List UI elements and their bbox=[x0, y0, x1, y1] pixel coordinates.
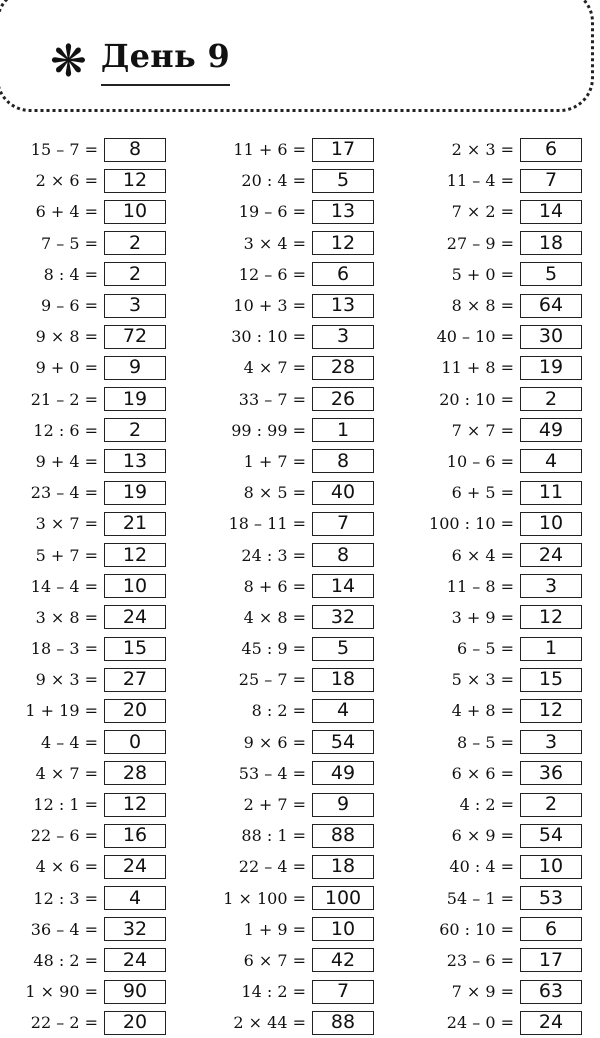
exercise-row bbox=[416, 415, 582, 446]
answer-box: 10 bbox=[104, 200, 166, 224]
exercise-row bbox=[416, 290, 582, 321]
exercise-row bbox=[416, 352, 582, 383]
exercise-expression: 4 : 2 = bbox=[459, 795, 514, 815]
exercise-row bbox=[416, 165, 582, 196]
exercise-expression: 24 : 3 = bbox=[241, 545, 306, 565]
exercise-row bbox=[208, 945, 374, 976]
exercise-expression: 3 × 7 = bbox=[35, 514, 98, 534]
exercise-row bbox=[416, 508, 582, 539]
answer-box: 17 bbox=[312, 138, 374, 162]
exercise-row bbox=[0, 321, 166, 352]
answer-box: 12 bbox=[520, 699, 582, 723]
answer-box: 32 bbox=[104, 917, 166, 941]
exercise-row bbox=[416, 789, 582, 820]
exercise-row bbox=[0, 165, 166, 196]
exercise-column-1 bbox=[0, 134, 166, 1038]
exercise-row bbox=[416, 602, 582, 633]
answer-box: 24 bbox=[104, 855, 166, 879]
exercise-row bbox=[416, 695, 582, 726]
answer-box: 3 bbox=[104, 294, 166, 318]
exercise-expression: 14 – 4 = bbox=[30, 576, 98, 596]
exercise-row bbox=[208, 352, 374, 383]
exercise-row bbox=[416, 945, 582, 976]
exercise-row bbox=[416, 883, 582, 914]
answer-box: 100 bbox=[312, 886, 374, 910]
answer-box: 3 bbox=[520, 574, 582, 598]
exercise-expression: 8 × 5 = bbox=[243, 483, 306, 503]
answer-box: 88 bbox=[312, 824, 374, 848]
answer-box: 24 bbox=[104, 605, 166, 629]
exercise-row bbox=[416, 228, 582, 259]
exercise-row bbox=[416, 446, 582, 477]
answer-box: 17 bbox=[520, 948, 582, 972]
exercise-expression: 23 – 6 = bbox=[446, 950, 514, 970]
answer-box: 7 bbox=[520, 169, 582, 193]
exercise-column-3 bbox=[416, 134, 582, 1038]
exercise-row bbox=[208, 539, 374, 570]
exercise-expression: 60 : 10 = bbox=[439, 919, 514, 939]
exercise-expression: 40 – 10 = bbox=[436, 327, 514, 347]
exercise-row bbox=[416, 196, 582, 227]
answer-box: 9 bbox=[312, 793, 374, 817]
exercise-grid bbox=[0, 134, 600, 1034]
exercise-row bbox=[208, 571, 374, 602]
exercise-expression: 4 × 8 = bbox=[243, 607, 306, 627]
exercise-row bbox=[0, 727, 166, 758]
answer-box: 2 bbox=[104, 231, 166, 255]
answer-box: 9 bbox=[104, 356, 166, 380]
answer-box: 88 bbox=[312, 1011, 374, 1035]
exercise-expression: 6 + 4 = bbox=[35, 202, 98, 222]
exercise-expression: 14 : 2 = bbox=[241, 982, 306, 1002]
answer-box: 8 bbox=[104, 138, 166, 162]
exercise-expression: 3 × 8 = bbox=[35, 607, 98, 627]
answer-box: 12 bbox=[312, 231, 374, 255]
exercise-row bbox=[0, 539, 166, 570]
exercise-row bbox=[0, 384, 166, 415]
exercise-row bbox=[0, 352, 166, 383]
exercise-expression: 4 × 7 = bbox=[35, 763, 98, 783]
answer-box: 12 bbox=[104, 169, 166, 193]
answer-box: 13 bbox=[104, 449, 166, 473]
answer-box: 2 bbox=[104, 262, 166, 286]
exercise-row bbox=[0, 446, 166, 477]
exercise-row bbox=[416, 914, 582, 945]
exercise-row bbox=[208, 508, 374, 539]
exercise-row bbox=[0, 914, 166, 945]
exercise-row bbox=[208, 1007, 374, 1038]
answer-box: 5 bbox=[312, 169, 374, 193]
answer-box: 26 bbox=[312, 387, 374, 411]
exercise-expression: 11 + 6 = bbox=[233, 140, 306, 160]
exercise-expression: 27 – 9 = bbox=[446, 233, 514, 253]
answer-box: 14 bbox=[312, 574, 374, 598]
exercise-expression: 9 × 8 = bbox=[35, 327, 98, 347]
exercise-expression: 4 × 7 = bbox=[243, 358, 306, 378]
exercise-row bbox=[0, 228, 166, 259]
exercise-expression: 25 – 7 = bbox=[238, 670, 306, 690]
exercise-expression: 21 – 2 = bbox=[30, 389, 98, 409]
exercise-expression: 30 : 10 = bbox=[231, 327, 306, 347]
answer-box: 8 bbox=[312, 449, 374, 473]
exercise-expression: 1 × 100 = bbox=[223, 888, 306, 908]
exercise-expression: 22 – 4 = bbox=[238, 857, 306, 877]
exercise-row bbox=[208, 165, 374, 196]
answer-box: 21 bbox=[104, 512, 166, 536]
exercise-row bbox=[0, 508, 166, 539]
answer-box: 30 bbox=[520, 325, 582, 349]
answer-box: 18 bbox=[312, 855, 374, 879]
exercise-expression: 99 : 99 = bbox=[231, 420, 306, 440]
exercise-expression: 5 + 7 = bbox=[35, 545, 98, 565]
answer-box: 0 bbox=[104, 730, 166, 754]
answer-box: 4 bbox=[104, 886, 166, 910]
exercise-row bbox=[416, 259, 582, 290]
answer-box: 10 bbox=[520, 512, 582, 536]
exercise-row bbox=[416, 664, 582, 695]
exercise-row bbox=[208, 446, 374, 477]
exercise-expression: 8 : 4 = bbox=[43, 264, 98, 284]
exercise-expression: 9 × 3 = bbox=[35, 670, 98, 690]
exercise-row bbox=[0, 196, 166, 227]
exercise-expression: 11 – 4 = bbox=[446, 171, 514, 191]
exercise-row bbox=[416, 539, 582, 570]
answer-box: 49 bbox=[312, 761, 374, 785]
exercise-row bbox=[208, 914, 374, 945]
answer-box: 20 bbox=[104, 699, 166, 723]
exercise-expression: 20 : 10 = bbox=[439, 389, 514, 409]
answer-box: 3 bbox=[520, 730, 582, 754]
exercise-row bbox=[0, 945, 166, 976]
exercise-expression: 18 – 3 = bbox=[30, 639, 98, 659]
exercise-row bbox=[416, 851, 582, 882]
exercise-row bbox=[416, 477, 582, 508]
answer-box: 6 bbox=[520, 917, 582, 941]
exercise-row bbox=[208, 727, 374, 758]
exercise-expression: 2 × 6 = bbox=[35, 171, 98, 191]
answer-box: 24 bbox=[520, 1011, 582, 1035]
exercise-expression: 100 : 10 = bbox=[429, 514, 514, 534]
answer-box: 10 bbox=[104, 574, 166, 598]
exercise-row bbox=[208, 976, 374, 1007]
exercise-row bbox=[0, 571, 166, 602]
answer-box: 19 bbox=[520, 356, 582, 380]
answer-box: 2 bbox=[520, 387, 582, 411]
page-title: День 9 bbox=[101, 40, 230, 86]
exercise-row bbox=[208, 602, 374, 633]
answer-box: 5 bbox=[312, 637, 374, 661]
answer-box: 20 bbox=[104, 1011, 166, 1035]
exercise-row bbox=[208, 384, 374, 415]
exercise-row bbox=[0, 633, 166, 664]
exercise-expression: 6 × 7 = bbox=[243, 950, 306, 970]
answer-box: 10 bbox=[312, 917, 374, 941]
exercise-expression: 1 + 9 = bbox=[243, 919, 306, 939]
answer-box: 54 bbox=[520, 824, 582, 848]
answer-box: 10 bbox=[520, 855, 582, 879]
exercise-expression: 12 : 1 = bbox=[33, 795, 98, 815]
exercise-row bbox=[0, 695, 166, 726]
exercise-expression: 36 – 4 = bbox=[30, 919, 98, 939]
exercise-row bbox=[0, 976, 166, 1007]
answer-box: 24 bbox=[520, 543, 582, 567]
exercise-expression: 5 × 3 = bbox=[451, 670, 514, 690]
exercise-expression: 6 × 4 = bbox=[451, 545, 514, 565]
exercise-expression: 6 + 5 = bbox=[451, 483, 514, 503]
answer-box: 42 bbox=[312, 948, 374, 972]
exercise-row bbox=[208, 851, 374, 882]
exercise-row bbox=[208, 196, 374, 227]
exercise-row bbox=[208, 321, 374, 352]
answer-box: 19 bbox=[104, 481, 166, 505]
exercise-row bbox=[416, 727, 582, 758]
answer-box: 64 bbox=[520, 294, 582, 318]
answer-box: 2 bbox=[104, 418, 166, 442]
answer-box: 32 bbox=[312, 605, 374, 629]
exercise-expression: 7 × 9 = bbox=[451, 982, 514, 1002]
answer-box: 49 bbox=[520, 418, 582, 442]
exercise-row bbox=[0, 602, 166, 633]
exercise-row bbox=[416, 321, 582, 352]
exercise-row bbox=[0, 290, 166, 321]
answer-box: 19 bbox=[104, 387, 166, 411]
exercise-expression: 4 – 4 = bbox=[40, 732, 98, 752]
exercise-expression: 40 : 4 = bbox=[449, 857, 514, 877]
answer-box: 2 bbox=[520, 793, 582, 817]
exercise-expression: 4 + 8 = bbox=[451, 701, 514, 721]
exercise-expression: 12 : 3 = bbox=[33, 888, 98, 908]
answer-box: 16 bbox=[104, 824, 166, 848]
answer-box: 12 bbox=[104, 543, 166, 567]
exercise-expression: 33 – 7 = bbox=[238, 389, 306, 409]
answer-box: 11 bbox=[520, 481, 582, 505]
exercise-expression: 2 + 7 = bbox=[243, 795, 306, 815]
exercise-expression: 10 + 3 = bbox=[233, 296, 306, 316]
exercise-column-2 bbox=[208, 134, 374, 1038]
exercise-expression: 11 + 8 = bbox=[441, 358, 514, 378]
exercise-expression: 18 – 11 = bbox=[228, 514, 306, 534]
exercise-expression: 6 × 6 = bbox=[451, 763, 514, 783]
exercise-expression: 11 – 8 = bbox=[446, 576, 514, 596]
exercise-row bbox=[208, 695, 374, 726]
exercise-expression: 7 – 5 = bbox=[40, 233, 98, 253]
exercise-expression: 1 × 90 = bbox=[25, 982, 98, 1002]
answer-box: 54 bbox=[312, 730, 374, 754]
exercise-expression: 22 – 2 = bbox=[30, 1013, 98, 1033]
answer-box: 14 bbox=[520, 200, 582, 224]
exercise-expression: 1 + 19 = bbox=[25, 701, 98, 721]
answer-box: 4 bbox=[520, 449, 582, 473]
exercise-row bbox=[416, 633, 582, 664]
exercise-expression: 23 – 4 = bbox=[30, 483, 98, 503]
exercise-row bbox=[0, 1007, 166, 1038]
answer-box: 15 bbox=[104, 637, 166, 661]
exercise-expression: 12 : 6 = bbox=[33, 420, 98, 440]
exercise-expression: 3 × 4 = bbox=[243, 233, 306, 253]
exercise-expression: 88 : 1 = bbox=[241, 826, 306, 846]
exercise-row bbox=[0, 134, 166, 165]
exercise-expression: 9 × 6 = bbox=[243, 732, 306, 752]
answer-box: 6 bbox=[520, 138, 582, 162]
answer-box: 24 bbox=[104, 948, 166, 972]
answer-box: 27 bbox=[104, 668, 166, 692]
answer-box: 18 bbox=[520, 231, 582, 255]
exercise-expression: 54 – 1 = bbox=[446, 888, 514, 908]
exercise-expression: 19 – 6 = bbox=[238, 202, 306, 222]
answer-box: 90 bbox=[104, 980, 166, 1004]
exercise-row bbox=[208, 789, 374, 820]
exercise-expression: 8 + 6 = bbox=[243, 576, 306, 596]
exercise-expression: 10 – 6 = bbox=[446, 451, 514, 471]
exercise-expression: 22 – 6 = bbox=[30, 826, 98, 846]
exercise-expression: 6 × 9 = bbox=[451, 826, 514, 846]
exercise-expression: 1 + 7 = bbox=[243, 451, 306, 471]
exercise-expression: 4 × 6 = bbox=[35, 857, 98, 877]
answer-box: 1 bbox=[312, 418, 374, 442]
answer-box: 4 bbox=[312, 699, 374, 723]
exercise-expression: 9 + 0 = bbox=[35, 358, 98, 378]
exercise-expression: 12 – 6 = bbox=[238, 264, 306, 284]
exercise-row bbox=[208, 290, 374, 321]
exercise-row bbox=[0, 415, 166, 446]
answer-box: 7 bbox=[312, 512, 374, 536]
answer-box: 72 bbox=[104, 325, 166, 349]
exercise-expression: 9 + 4 = bbox=[35, 451, 98, 471]
exercise-row bbox=[416, 571, 582, 602]
exercise-expression: 8 : 2 = bbox=[251, 701, 306, 721]
exercise-expression: 53 – 4 = bbox=[238, 763, 306, 783]
exercise-expression: 7 × 7 = bbox=[451, 420, 514, 440]
exercise-row bbox=[208, 820, 374, 851]
exercise-row bbox=[208, 415, 374, 446]
exercise-expression: 6 – 5 = bbox=[456, 639, 514, 659]
exercise-row bbox=[0, 851, 166, 882]
asterisk-star-icon: ❋ bbox=[50, 36, 87, 87]
answer-box: 18 bbox=[312, 668, 374, 692]
answer-box: 40 bbox=[312, 481, 374, 505]
answer-box: 36 bbox=[520, 761, 582, 785]
exercise-row bbox=[0, 259, 166, 290]
answer-box: 7 bbox=[312, 980, 374, 1004]
answer-box: 28 bbox=[104, 761, 166, 785]
exercise-expression: 8 – 5 = bbox=[456, 732, 514, 752]
exercise-expression: 8 × 8 = bbox=[451, 296, 514, 316]
exercise-expression: 3 + 9 = bbox=[451, 607, 514, 627]
exercise-row bbox=[208, 633, 374, 664]
exercise-expression: 15 – 7 = bbox=[30, 140, 98, 160]
exercise-row bbox=[208, 228, 374, 259]
answer-box: 53 bbox=[520, 886, 582, 910]
exercise-row bbox=[208, 477, 374, 508]
exercise-expression: 9 – 6 = bbox=[40, 296, 98, 316]
exercise-expression: 7 × 2 = bbox=[451, 202, 514, 222]
exercise-expression: 24 – 0 = bbox=[446, 1013, 514, 1033]
answer-box: 1 bbox=[520, 637, 582, 661]
answer-box: 12 bbox=[520, 605, 582, 629]
exercise-expression: 2 × 3 = bbox=[451, 140, 514, 160]
exercise-row bbox=[208, 758, 374, 789]
answer-box: 6 bbox=[312, 262, 374, 286]
answer-box: 12 bbox=[104, 793, 166, 817]
exercise-row bbox=[208, 259, 374, 290]
exercise-row bbox=[416, 1007, 582, 1038]
answer-box: 15 bbox=[520, 668, 582, 692]
exercise-expression: 2 × 44 = bbox=[233, 1013, 306, 1033]
answer-box: 13 bbox=[312, 294, 374, 318]
exercise-row bbox=[416, 384, 582, 415]
answer-box: 28 bbox=[312, 356, 374, 380]
exercise-expression: 20 : 4 = bbox=[241, 171, 306, 191]
exercise-expression: 45 : 9 = bbox=[241, 639, 306, 659]
exercise-row bbox=[416, 134, 582, 165]
exercise-expression: 48 : 2 = bbox=[33, 950, 98, 970]
answer-box: 8 bbox=[312, 543, 374, 567]
exercise-row bbox=[0, 664, 166, 695]
exercise-row bbox=[208, 664, 374, 695]
answer-box: 3 bbox=[312, 325, 374, 349]
page-header bbox=[50, 34, 230, 86]
exercise-row bbox=[416, 758, 582, 789]
exercise-row bbox=[0, 789, 166, 820]
exercise-row bbox=[0, 477, 166, 508]
exercise-expression: 5 + 0 = bbox=[451, 264, 514, 284]
exercise-row bbox=[416, 976, 582, 1007]
answer-box: 63 bbox=[520, 980, 582, 1004]
exercise-row bbox=[0, 758, 166, 789]
exercise-row bbox=[0, 883, 166, 914]
exercise-row bbox=[416, 820, 582, 851]
answer-box: 5 bbox=[520, 262, 582, 286]
exercise-row bbox=[208, 134, 374, 165]
exercise-row bbox=[0, 820, 166, 851]
exercise-row bbox=[208, 883, 374, 914]
answer-box: 13 bbox=[312, 200, 374, 224]
